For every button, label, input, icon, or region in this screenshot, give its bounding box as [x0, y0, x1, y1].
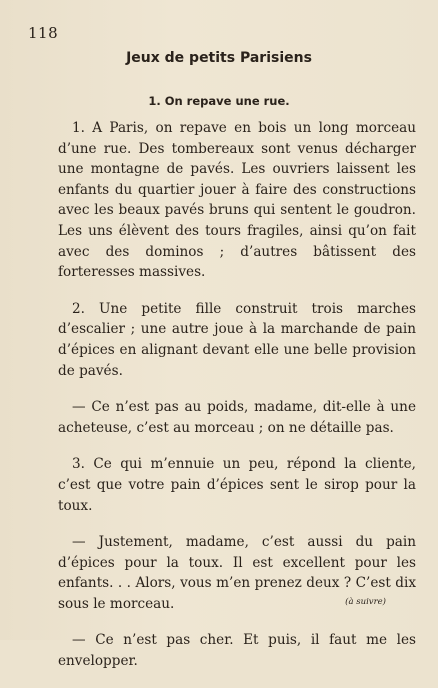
- paragraph-3: — Ce n’est pas au poids, madame, dit-elle à une acheteuse, c’est au morceau ; on ne détaille pas.: [58, 399, 416, 436]
- paragraph-1: 1. A Paris, on repave en bois un long morceau d’une rue. Des tombereaux sont venus décharger une montagne de pavés. Les ouvriers laissent les enfants du quartier jouer à faire des constructions avec les beaux pavés bruns qui sentent le goudron. Les uns élèvent des tours fragiles, ainsi qu’on fait avec des dominos ; d’autres bâtissent des forteresses massives.: [58, 120, 416, 281]
- section-subtitle: 1. On repave une rue.: [148, 94, 290, 108]
- paragraph-4: 3. Ce qui m’ennuie un peu, répond la cliente, c’est que votre pain d’épices sent le sirop pour la toux.: [58, 456, 416, 514]
- paragraph-2: 2. Une petite fille construit trois marches d’escalier ; une autre joue à la marchande de pain d’épices en alignant devant elle une belle provision de pavés.: [58, 300, 416, 379]
- continued-note: (à suivre): [345, 597, 386, 607]
- chapter-title: Jeux de petits Parisiens: [126, 50, 312, 66]
- page-number: 118: [28, 24, 59, 42]
- paragraph-6: — Ce n’est pas cher. Et puis, il faut me les envelopper.: [58, 632, 416, 670]
- paragraph-5: — Justement, madame, c’est aussi du pain d’épices pour la toux. Il est excellent pour les enfants. . . Alors, vous m’en prenez deux ? C’est dix sous le morceau.: [58, 534, 416, 612]
